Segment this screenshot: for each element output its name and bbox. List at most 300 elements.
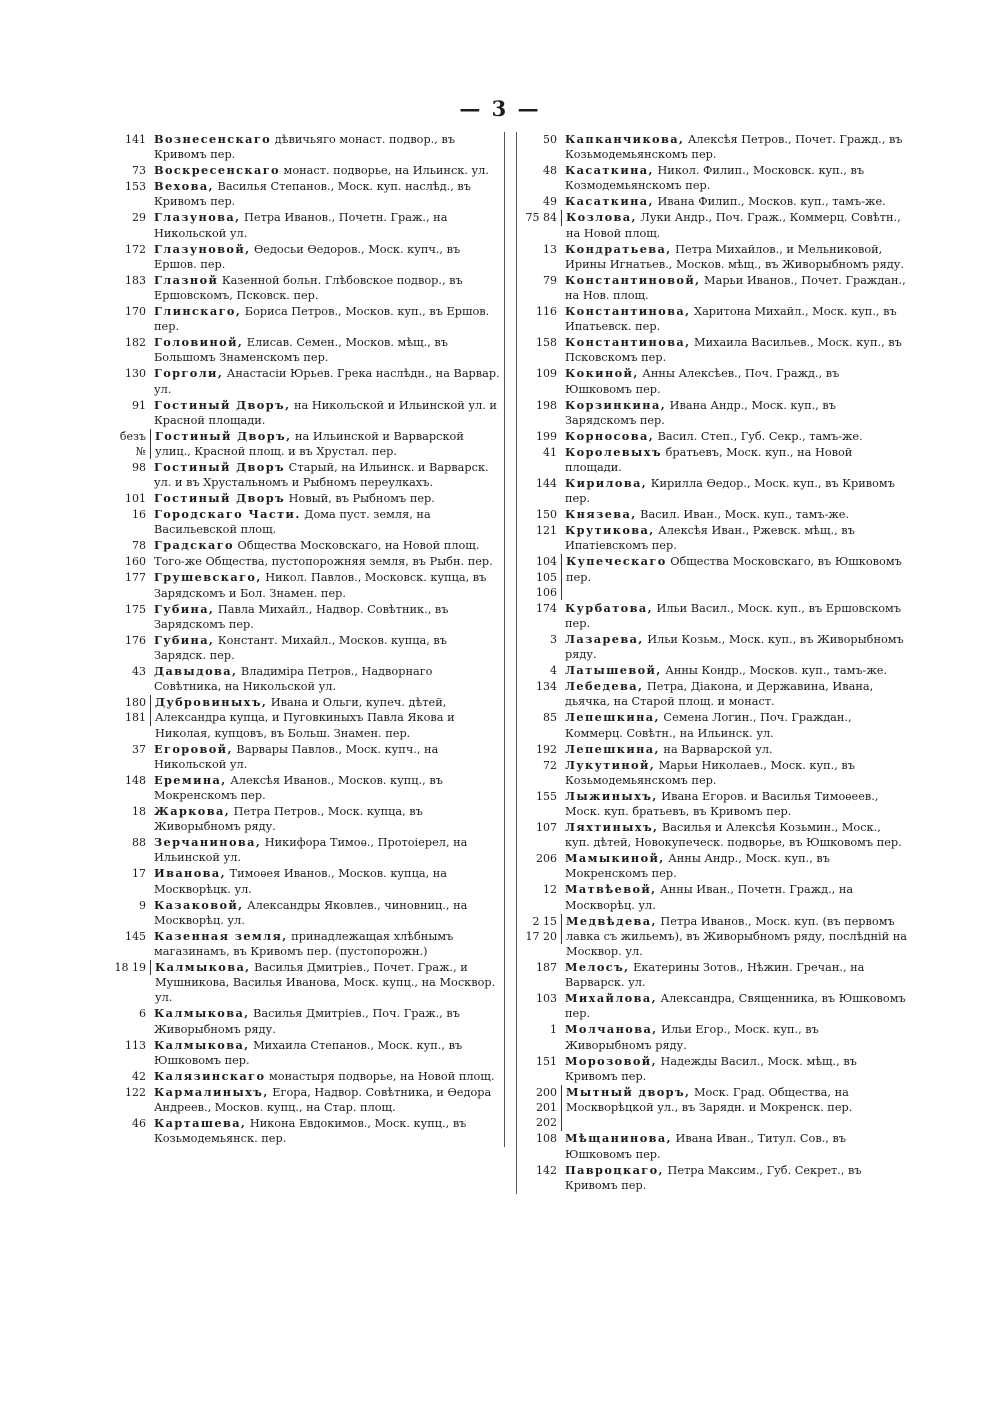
entry-number: 73 [132, 164, 146, 178]
entry-details: Петра Иванов., Моск. куп. (въ первомъ лавка съ жильемъ), въ Живорыбномъ ряду, послѣдній на Москвор. ул. [566, 914, 907, 959]
directory-entry [108, 1069, 504, 1084]
entry-name: Гостиный Дворъ [154, 491, 286, 506]
entry-number: 180 181 [108, 695, 151, 725]
entry-name: Королевыхъ [565, 444, 662, 459]
entry-name: Глазуновой, [154, 241, 251, 256]
entry-name: Лебедева, [565, 679, 644, 694]
entry-number: 199 [536, 429, 557, 443]
entry-details: Михаила Степанов., Моск. куп., въ Юшковомъ пер. [154, 1038, 463, 1067]
entry-details: Ильи Козьм., Моск. куп., въ Живорыбномъ ряду. [565, 633, 904, 662]
entry-number: 134 [536, 680, 557, 694]
entry-name: Городскаго Части. [154, 507, 301, 522]
entry-number: 88 [132, 836, 146, 850]
entry-details: Анны Кондр., Москов. куп., тамъ-же. [661, 664, 888, 678]
entry-name: Мытный дворъ, [566, 1084, 691, 1099]
entry-text [561, 882, 909, 912]
entry-name: Кондратьева, [565, 241, 672, 256]
entry-text [561, 632, 909, 662]
directory-entry [108, 163, 504, 178]
entry-number: 142 [536, 1163, 557, 1177]
entry-number: 12 [543, 883, 557, 897]
entry-text [150, 163, 504, 178]
entry-number: 75 84 [521, 210, 562, 225]
entry-name: Латышевой, [565, 663, 662, 678]
entry-number: 6 [139, 1007, 146, 1021]
entry-text [150, 491, 504, 506]
entry-number: 145 [125, 929, 146, 943]
entry-number: 160 [125, 555, 146, 569]
entry-number: 174 [536, 601, 557, 615]
entry-number: безъ № [108, 429, 151, 459]
entry-text [561, 429, 909, 444]
directory-entry [521, 758, 909, 788]
entry-name: Константиновой, [565, 272, 701, 287]
directory-entry [521, 194, 909, 209]
entry-text [561, 335, 909, 365]
directory-entry [108, 1085, 504, 1115]
entry-name: Калязинскаго [154, 1068, 266, 1083]
entry-text [151, 695, 504, 741]
entry-number: 16 [132, 508, 146, 522]
entry-name: Иванова, [154, 866, 226, 881]
entry-text [150, 835, 504, 865]
entry-name: Казенная земля, [154, 928, 288, 943]
entry-text [150, 633, 504, 663]
entry-name: Губина, [154, 632, 215, 647]
directory-entry [108, 929, 504, 959]
entry-text [150, 366, 504, 396]
entry-details: Ивана Филип., Москов. куп., тамъ-же. [653, 195, 886, 209]
entry-name: Головиной, [154, 335, 244, 350]
entry-text [150, 132, 504, 162]
directory-entry [521, 523, 909, 553]
entry-name: Михайлова, [565, 991, 657, 1006]
entry-details: Анастасіи Юрьев. Грека наслѣдн., на Варвар. ул. [154, 367, 500, 396]
entry-name: Калмыкова, [155, 960, 251, 975]
entry-name: Градскаго [154, 538, 234, 553]
entry-name: Мамыкиной, [565, 851, 665, 866]
entry-details: Василья Степанов., Моск. куп. наслѣд., въ Кривомъ пер. [154, 180, 471, 209]
entry-text [562, 914, 909, 960]
entry-name: Зерчанинова, [154, 835, 262, 850]
entry-text [561, 304, 909, 334]
directory-entry [521, 242, 909, 272]
entry-details: Новый, въ Рыбномъ пер. [285, 492, 435, 506]
entry-text [561, 851, 909, 881]
entry-details: Ивана Егоров. и Василья Тимоѳеев., Моск. куп. братьевъ, въ Кривомъ пер. [565, 789, 879, 819]
entry-details: Петра Иванов., Почетн. Граж., на Никольской ул. [154, 211, 448, 240]
entry-details: Василья и Алексѣя Козьмин., Моск., куп. дѣтей, Новокупеческ. подворье, въ Юшковомъ пер. [565, 821, 902, 850]
entry-name: Молчанова, [565, 1022, 658, 1037]
entry-number: 9 [139, 898, 146, 912]
page-number: — 3 — [459, 96, 541, 121]
entry-name: Медвѣдева, [566, 913, 657, 928]
entry-number: 144 [536, 477, 557, 491]
directory-entry [521, 710, 909, 740]
directory-entry [521, 476, 909, 506]
entry-text [150, 210, 504, 240]
entry-number: 183 [125, 273, 146, 287]
entry-text [561, 679, 909, 709]
entry-number: 113 [125, 1038, 146, 1052]
directory-entry [521, 914, 909, 960]
entry-text [150, 179, 504, 209]
directory-entry [521, 1085, 909, 1131]
entry-details: Александры Яковлев., чиновниц., на Москворѣц. ул. [154, 898, 468, 927]
entry-number: 13 [543, 242, 557, 256]
entry-name: Еремина, [154, 772, 227, 787]
directory-entry [108, 538, 504, 553]
entry-name: Матвѣевой, [565, 882, 657, 897]
entry-number: 121 [536, 524, 557, 538]
entry-details: Ильи Васил., Моск. куп., въ Ершовскомъ пер. [565, 601, 902, 631]
entry-number: 101 [125, 492, 146, 506]
entry-number: 141 [125, 133, 146, 146]
entry-name: Глазунова, [154, 210, 241, 225]
entry-details: Алексѣя Петров., Почет. Гражд., въ Козьмодемьянскомъ пер. [565, 133, 903, 162]
entry-details: Ѳедосьи Ѳедоров., Моск. купч., въ Ершов. пер. [154, 242, 461, 271]
entry-text [561, 1054, 909, 1084]
directory-entry [108, 179, 504, 209]
entry-number: 155 [536, 789, 557, 803]
directory-entry [108, 132, 504, 162]
entry-details: Общества Московскаго, въ Юшковомъ пер. [566, 555, 902, 584]
entry-details: Марьи Иванов., Почет. Граждан., на Нов. площ. [565, 273, 906, 303]
entry-text [561, 991, 909, 1021]
directory-entry [521, 445, 909, 475]
directory-entry [108, 304, 504, 334]
entry-number: 2 15 17 20 [521, 914, 562, 944]
entry-text [150, 554, 504, 569]
entry-name: Кокиной, [565, 366, 639, 381]
directory-entry [521, 1022, 909, 1052]
directory-entry [521, 820, 909, 850]
entry-text [150, 273, 504, 303]
entry-details: Луки Андр., Поч. Граж., Коммерц. Совѣтн., на Новой площ. [566, 211, 901, 240]
entry-number: 187 [536, 961, 557, 975]
directory-entry [108, 1038, 504, 1068]
entry-number: 17 [132, 867, 146, 881]
entry-text [561, 445, 909, 475]
right-column [516, 132, 909, 1194]
entry-number: 91 [132, 398, 146, 412]
entry-name: Морозовой, [565, 1053, 657, 1068]
entry-name: Капканчикова, [565, 132, 685, 146]
entry-text [561, 1131, 909, 1161]
entry-number: 148 [125, 773, 146, 787]
entry-text [150, 773, 504, 803]
entry-text [150, 398, 504, 428]
entry-name: Мѣщанинова, [565, 1131, 672, 1146]
directory-entry [108, 960, 504, 1006]
entry-name: Мелосъ, [565, 960, 630, 975]
directory-entry [108, 335, 504, 365]
directory-entry [521, 1054, 909, 1084]
entry-text [150, 602, 504, 632]
entry-details: Егора, Надвор. Совѣтника, и Ѳедора Андреев., Москов. купц., на Стар. площ. [154, 1085, 492, 1115]
entry-text [561, 366, 909, 396]
entry-details: Того-же Общества, пустопорожняя земля, въ Рыбн. пер. [154, 555, 493, 569]
entry-details: на Варварской ул. [659, 742, 773, 756]
entry-number: 43 [132, 665, 146, 679]
entry-text [561, 398, 909, 428]
entry-details: Ильи Егор., Моск. куп., въ Живорыбномъ ряду. [565, 1023, 819, 1052]
directory-entry [521, 335, 909, 365]
directory-entry [108, 210, 504, 240]
entry-text [150, 1038, 504, 1068]
entry-details: Дома пуст. земля, на Васильевской площ. [154, 508, 431, 537]
entry-text [561, 507, 909, 522]
entry-number: 182 [125, 336, 146, 350]
directory-entry [521, 882, 909, 912]
entry-text [561, 789, 909, 819]
entry-number: 192 [536, 742, 557, 756]
entry-name: Калмыкова, [154, 1037, 250, 1052]
entry-number: 177 [125, 571, 146, 585]
entry-text [150, 538, 504, 553]
entry-number: 198 [536, 398, 557, 412]
entry-number: 49 [543, 195, 557, 209]
directory-entry [108, 507, 504, 537]
entry-number: 103 [536, 992, 557, 1006]
directory-entry [108, 633, 504, 663]
directory-entry [108, 429, 504, 459]
entry-name: Карташева, [154, 1116, 247, 1131]
entry-details: Тимоѳея Иванов., Москов. купца, на Москворѣцк. ул. [154, 867, 448, 896]
directory-entry [521, 210, 909, 240]
entry-name: Глазной [154, 272, 219, 287]
directory-entry [108, 1006, 504, 1036]
entry-details: Никол. Филип., Московск. куп., въ Козмодемьянскомъ пер. [565, 164, 865, 193]
entry-name: Вознесенскаго [154, 132, 272, 146]
entry-number: 109 [536, 367, 557, 381]
entry-name: Павроцкаго, [565, 1162, 664, 1177]
entry-number: 153 [125, 180, 146, 194]
entry-text [562, 554, 909, 584]
entry-name: Купеческаго [566, 554, 667, 569]
entry-number: 116 [536, 305, 557, 319]
entry-number: 18 19 [108, 960, 151, 975]
entry-name: Глинскаго, [154, 304, 242, 319]
entry-details: Никол. Павлов., Московск. купца, въ Зарядскомъ и Бол. Знамен. пер. [154, 571, 487, 600]
entry-text [562, 1085, 909, 1115]
entry-number: 206 [536, 852, 557, 866]
entry-name: Калмыкова, [154, 1006, 250, 1021]
entry-text [561, 960, 909, 990]
entry-name: Горголи, [154, 366, 224, 381]
entry-details: Алексѣя Иванов., Москов. купц., въ Мокренскомъ пер. [154, 773, 443, 803]
directory-entry [521, 554, 909, 600]
directory-entry [108, 570, 504, 600]
entry-name: Казаковой, [154, 897, 244, 912]
entry-details: Старый, на Ильинск. и Варварск. ул. и въ Хрустальномъ и Рыбномъ переулкахъ. [154, 461, 489, 490]
directory-entry [521, 1131, 909, 1161]
entry-name: Кирилова, [565, 476, 648, 491]
entry-number: 42 [132, 1069, 146, 1083]
entry-number: 130 [125, 367, 146, 381]
entry-details: Никона Евдокимов., Моск. купц., въ Козьмодемьянск. пер. [154, 1117, 467, 1146]
entry-number: 200 201 202 [521, 1085, 562, 1131]
entry-text [151, 960, 504, 1006]
entry-details: Михаила Васильев., Моск. куп., въ Псковскомъ пер. [565, 336, 902, 365]
entry-details: Анны Алексѣев., Поч. Гражд., въ Юшковомъ пер. [565, 367, 840, 396]
entry-number: 37 [132, 742, 146, 756]
entry-details: Семена Логин., Поч. Граждан., Коммерц. Совѣтн., на Ильинск. ул. [565, 711, 852, 740]
entry-details: Марьи Николаев., Моск. куп., въ Козьмодемьянскомъ пер. [565, 758, 855, 787]
entry-number: 158 [536, 336, 557, 350]
entry-details: братьевъ, Моск. куп., на Новой площади. [565, 445, 853, 475]
entry-number: 1 [550, 1023, 557, 1037]
entry-name: Гостиный Дворъ, [155, 428, 292, 443]
entry-text [150, 804, 504, 834]
entry-number: 151 [536, 1054, 557, 1068]
directory-entry [521, 663, 909, 678]
directory-entry [108, 491, 504, 506]
entry-name: Козлова, [566, 210, 637, 225]
entry-details: Васил. Степ., Губ. Секр., тамъ-же. [654, 429, 863, 443]
entry-name: Дубровиныхъ, [155, 695, 268, 710]
entry-name: Гостиный Дворъ, [154, 397, 291, 412]
entry-text [561, 476, 909, 506]
entry-text [561, 710, 909, 740]
directory-entry [108, 695, 504, 741]
entry-number: 150 [536, 508, 557, 522]
directory-entry [108, 835, 504, 865]
directory-entry [108, 602, 504, 632]
entry-details: дѣвичьяго монаст. подвор., въ Кривомъ пер. [154, 133, 456, 162]
entry-number: 122 [125, 1085, 146, 1099]
entry-details: Петра Максим., Губ. Секрет., въ Кривомъ пер. [565, 1163, 862, 1192]
entry-number: 85 [543, 711, 557, 725]
entry-details: Кирилла Ѳедор., Моск. куп., въ Кривомъ пер. [565, 477, 895, 506]
entry-text [561, 1163, 909, 1193]
entry-name: Вехова, [154, 179, 214, 194]
entry-details: Васил. Иван., Моск. куп., тамъ-же. [636, 508, 850, 522]
entry-details: Василья Дмитріев., Почет. Граж., и Мушникова, Василья Иванова, Моск. купц., на Москвор. ул. [155, 961, 496, 1005]
entry-name: Лыжиныхъ, [565, 788, 658, 803]
entry-number: 72 [543, 758, 557, 772]
entry-details: Анны Андр., Моск. куп., въ Мокренскомъ пер. [565, 852, 830, 881]
entry-name: Князева, [565, 507, 637, 522]
directory-entry [521, 132, 909, 162]
directory-entry [521, 991, 909, 1021]
entry-details: Петра Петров., Моск. купца, въ Живорыбномъ ряду. [154, 805, 423, 834]
entry-text [561, 523, 909, 553]
entry-details: Бориса Петров., Москов. куп., въ Ершов. пер. [154, 305, 490, 334]
directory-entry [108, 242, 504, 272]
directory-entry [108, 804, 504, 834]
entry-text [561, 820, 909, 850]
entry-text [150, 1006, 504, 1036]
directory-entry [108, 273, 504, 303]
directory-entry [108, 773, 504, 803]
entry-details: Владиміра Петров., Надворнаго Совѣтника, на Никольской ул. [154, 665, 433, 694]
entry-text [150, 866, 504, 896]
entry-name: Кармалиныхъ, [154, 1084, 269, 1099]
directory-entry [521, 398, 909, 428]
entry-number: 18 [132, 805, 146, 819]
entry-name: Касаткина, [565, 163, 654, 178]
directory-entry [521, 1163, 909, 1193]
entry-name: Крутикова, [565, 523, 655, 538]
entry-name: Корносова, [565, 428, 655, 443]
entry-number: 107 [536, 821, 557, 835]
entry-text [150, 929, 504, 959]
entry-number: 50 [543, 133, 557, 146]
entry-details: Василья Дмитріев., Поч. Граж., въ Живорыбномъ ряду. [154, 1007, 460, 1036]
directory-entry [108, 554, 504, 569]
entry-details: Петра Михайлов., и Мельниковой, Ирины Игнатьев., Москов. мѣщ., въ Живорыбномъ ряду. [565, 242, 904, 271]
entry-details: Моск. Град. Общества, на Москворѣцкой ул., въ Зарядн. и Мокренск. пер. [566, 1085, 853, 1115]
directory-entry [521, 429, 909, 444]
entry-name: Давыдова, [154, 664, 238, 679]
directory-entry [108, 460, 504, 490]
entry-name: Лепешкина, [565, 710, 660, 725]
entry-details: Констант. Михайл., Москов. купца, въ Зарядск. пер. [154, 633, 447, 663]
entry-text [150, 570, 504, 600]
directory-entry [521, 507, 909, 522]
entry-details: Харитона Михайл., Моск. куп., въ Ипатьевск. пер. [565, 305, 897, 334]
entry-number: 108 [536, 1132, 557, 1146]
entry-text [150, 742, 504, 772]
entry-text [561, 163, 909, 193]
entry-name: Губина, [154, 601, 215, 616]
directory-entry [521, 742, 909, 757]
entry-text [561, 132, 909, 162]
entry-details: Ивана Иван., Титул. Сов., въ Юшковомъ пер. [565, 1132, 847, 1161]
directory-entry [521, 851, 909, 881]
entry-text [150, 304, 504, 334]
directory-entry [521, 163, 909, 193]
entry-details: Надежды Васил., Моск. мѣщ., въ Кривомъ пер. [565, 1054, 857, 1083]
entry-name: Корзинкина, [565, 397, 667, 412]
directory-entry [108, 366, 504, 396]
entry-details: Ивана Андр., Моск. куп., въ Зарядскомъ пер. [565, 398, 836, 427]
entry-name: Константинова, [565, 304, 691, 319]
directory-entry [108, 742, 504, 772]
entry-name: Егоровой, [154, 741, 233, 756]
entry-text [150, 664, 504, 694]
entry-text [150, 460, 504, 490]
entry-details: Екатерины Зотов., Нѣжин. Гречан., на Варварск. ул. [565, 961, 865, 990]
entry-details: Петра, Діакона, и Державина, Ивана, дьячка, на Старой площ. и монаст. [565, 680, 874, 709]
entry-name: Касаткина, [565, 194, 654, 209]
entry-details: Елисав. Семен., Москов. мѣщ., въ Большомъ Знаменскомъ пер. [154, 336, 448, 365]
directory-entry [521, 273, 909, 303]
entry-name: Жаркова, [154, 804, 231, 819]
entry-name: Лукутиной, [565, 757, 656, 772]
entry-text [150, 242, 504, 272]
entry-details: Павла Михайл., Надвор. Совѣтник., въ Зарядскомъ пер. [154, 602, 449, 631]
entry-details: Казенной больн. Глѣбовское подвор., въ Ершовскомъ, Псковск. пер. [154, 273, 463, 303]
entry-text [561, 1022, 909, 1052]
entry-number: 48 [543, 164, 557, 178]
entry-details: Алексѣя Иван., Ржевск. мѣщ., въ Ипатіевскомъ пер. [565, 524, 855, 553]
directory-entry [521, 679, 909, 709]
left-column [108, 132, 505, 1147]
entry-text [561, 242, 909, 272]
directory-entry [108, 398, 504, 428]
entry-details: принадлежащая хлѣбнымъ магазинамъ, въ Кривомъ пер. (пустопорожн.) [154, 929, 454, 959]
entry-name: Лепешкина, [565, 741, 660, 756]
entry-text [561, 601, 909, 631]
entry-number: 3 [550, 633, 557, 647]
entry-text [150, 1085, 504, 1115]
entry-name: Лазарева, [565, 632, 644, 647]
entry-name: Курбатова, [565, 600, 653, 615]
entry-details: на Никольской и Ильинской ул. и Красной площади. [154, 398, 497, 427]
directory-entry [108, 866, 504, 896]
